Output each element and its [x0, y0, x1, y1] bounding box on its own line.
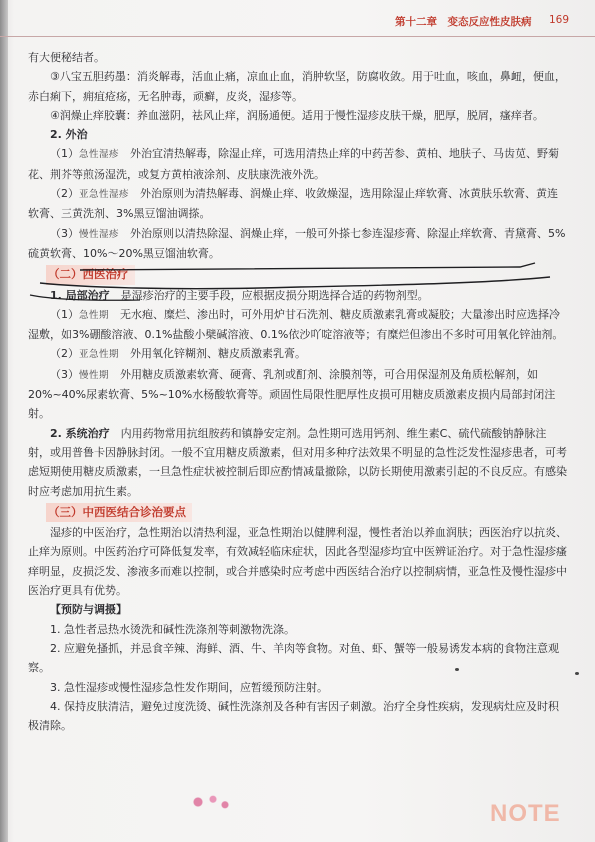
paragraph	[28, 365, 568, 424]
paragraph-text: 湿疹的中医治疗，急性期治以清热利湿，亚急性期治以健脾利湿，慢性者治以养血润肤；西医治疗以抗炎、止痒为原则。中医药治疗可降低复发率，有效减轻临床症状，因此各型湿疹均宜中医辨证治疗。对于急性湿疹瘙痒明显，皮损泛发、渗液多而难以控制，或合并感染时应考虑中西医结合治疗以控制病情，亚急性及慢性湿疹中医治疗更具有优势。	[28, 526, 567, 598]
paragraph-text: 2. 应避免搔抓，并忌食辛辣、海鲜、酒、牛、羊肉等食物。对鱼、虾、蟹等一般易诱发本病的食物注意观察。	[28, 641, 559, 675]
paragraph	[28, 125, 568, 144]
paragraph-text: 外治宜清热解毒，除湿止痒，可选用清热止痒的中药苦参、黄柏、地肤子、马齿苋、野菊花、荆芥等煎汤湿洗，或复方黄柏液涂剂、皮肤康洗液外洗。	[28, 147, 560, 181]
paragraph	[28, 144, 568, 184]
paragraph-text: 4. 保持皮肤清洁，避免过度洗烫、碱性洗涤剂及各种有害因子刺激。治疗全身性疾病，发现病灶应及时积极清除。	[28, 699, 559, 733]
pen-dot	[455, 668, 459, 671]
term-label: 亚急性期	[79, 349, 120, 361]
item-number: （3）	[50, 226, 79, 240]
term-label: 急性期	[79, 309, 110, 321]
paragraph-text: 是湿疹治疗的主要手段，应根据皮损分期选择合适的药物剂型。	[109, 288, 429, 302]
paragraph	[28, 184, 568, 224]
paragraph	[28, 344, 568, 364]
paragraph-text: 无水疱、糜烂、渗出时，可外用炉甘石洗剂、糖皮质激素乳膏或凝胶；大量渗出时应选择冷湿敷，如3%硼酸溶液、0.1%盐酸小檗碱溶液、0.1%依沙吖啶溶液等；有糜烂但渗出不多时可用氧化锌油剂。	[28, 307, 564, 342]
item-number: （1）	[50, 147, 79, 161]
paragraph-text: 外治原则以清热除湿、润燥止痒，一般可外搽七参连湿疹膏、除湿止痒软膏、青黛膏、5%硫黄软膏、10%～20%黑豆馏油软膏。	[28, 226, 566, 260]
note-logo: NOTE	[490, 800, 561, 827]
chapter-title: 第十二章 变态反应性皮肤病	[395, 16, 532, 28]
paragraph-text: 【预防与调摄】	[50, 603, 127, 617]
paragraph	[28, 48, 568, 67]
running-header	[395, 10, 575, 34]
section-heading	[46, 265, 568, 284]
paragraph	[28, 600, 568, 619]
section-heading-label: （二）西医治疗	[46, 265, 135, 284]
paragraph	[28, 106, 568, 125]
term-label: 慢性期	[79, 369, 110, 381]
paragraph-text: 1. 急性者忌热水烫洗和碱性洗涤剂等刺激物洗涤。	[50, 622, 295, 636]
section-heading	[46, 503, 568, 522]
term-label: 慢性湿疹	[79, 228, 120, 240]
paragraph	[28, 67, 568, 106]
page-number: 169	[548, 14, 569, 26]
paragraph	[28, 286, 568, 305]
ink-stain	[180, 788, 240, 816]
paragraph	[28, 523, 568, 600]
paragraph	[28, 639, 568, 678]
item-number: （2）	[50, 187, 79, 201]
paragraph-text: ③八宝五胆药墨：消炎解毒，活血止痛，凉血止血，消肿软坚，防腐收敛。用于吐血，咳血，鼻衄，便血，赤白痢下，痈疽疮疡，无名肿毒，顽癣，皮炎，湿疹等。	[28, 70, 566, 103]
paragraph-text: 外用氧化锌糊剂、糖皮质激素乳膏。	[119, 347, 307, 361]
paragraph-text: 2. 外治	[50, 128, 88, 142]
paragraph-text: 外治原则为清热解毒、润燥止痒、收敛燥湿，选用除湿止痒软膏、冰黄肤乐软膏、黄连软膏、三黄洗剂、3%黑豆馏油调搽。	[28, 187, 559, 221]
paragraph	[28, 424, 568, 501]
header-rule	[0, 36, 595, 37]
pen-dot	[575, 672, 579, 675]
paragraph-text: 外用糖皮质激素软膏、硬膏、乳剂或酊剂、涂膜剂等，可合用保湿剂及角质松解剂，如20%~40%尿素软膏、5%~10%水杨酸软膏等。顽固性局限性肥厚性皮损可用糖皮质激素皮损内局部封闭注射。	[28, 367, 556, 421]
paragraph-text: 内用药物常用抗组胺药和镇静安定剂。急性期可选用钙剂、维生素C、硫代硫酸钠静脉注射，或用普鲁卡因静脉封闭。一般不宜用糖皮质激素，但对用多种疗法效果不明显的急性泛发性湿疹患者，可考虑短期使用糖皮质激素，一旦急性症状被控制后即应酌情减量撤除，以防长期使用激素引起的不良反应。有感染时应考虑加用抗生素。	[28, 426, 567, 498]
paragraph-text: ④润燥止痒胶囊：养血滋阴，祛风止痒，润肠通便。适用于慢性湿疹皮肤干燥，肥厚，脱屑，瘙痒者。	[50, 108, 544, 122]
section-heading-label: （三）中西医结合诊治要点	[46, 503, 192, 522]
paragraph-text: 有大便秘结者。	[28, 51, 105, 64]
item-number: （1）	[50, 307, 79, 321]
paragraph	[28, 697, 568, 736]
item-number: （3）	[50, 367, 79, 381]
page-spine-shadow	[0, 0, 8, 842]
item-number: （2）	[50, 347, 79, 361]
paragraph	[28, 620, 568, 639]
term-label: 急性湿疹	[79, 149, 120, 161]
subheading-label: 2. 系统治疗	[50, 426, 110, 440]
subheading-label: 1. 局部治疗	[50, 288, 110, 302]
paragraph-text: 3. 急性湿疹或慢性湿疹急性发作期间，应暂缓预防注射。	[50, 680, 328, 694]
paragraph	[28, 224, 568, 264]
paragraph	[28, 305, 568, 345]
term-label: 亚急性湿疹	[79, 189, 130, 201]
paragraph	[28, 678, 568, 697]
page-body	[28, 48, 568, 735]
